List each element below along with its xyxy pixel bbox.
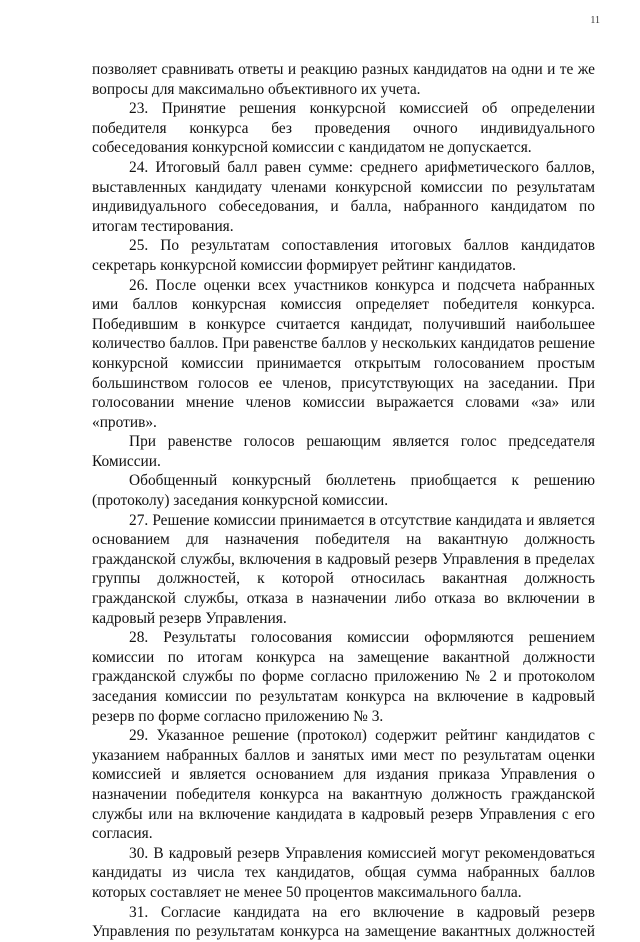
page-number: 11 xyxy=(590,15,600,26)
paragraph-31: 31. Согласие кандидата на его включение в кадровый резерв Управления по результатам конкурса на замещение вакантных должностей xyxy=(92,903,595,941)
paragraph-bulletin: Обобщенный конкурсный бюллетень приобщается к решению (протоколу) заседания конкурсной комиссии. xyxy=(92,472,595,510)
paragraph-26: 26. После оценки всех участников конкурса и подсчета набранных ими баллов конкурсная комиссия определяет победителя конкурса. Победившим в конкурсе считается кандидат, получивший наибольшее количество баллов. При равенстве баллов у нескольких кандидатов решение конкурсной комиссии принимается открытым голосованием простым большинством голосов ее членов, присутствующих на заседании. При голосовании мнение членов комиссии выражается словами «за» или «против». xyxy=(92,276,595,431)
paragraph-25: 25. По результатам сопоставления итоговых баллов кандидатов секретарь конкурсной комиссии формирует рейтинг кандидатов. xyxy=(92,237,595,274)
paragraph-23: 23. Принятие решения конкурсной комиссией об определении победителя конкурса без проведения очного индивидуального собеседования конкурсной комиссии с кандидатом не допускается. xyxy=(92,100,595,157)
paragraph-28: 28. Результаты голосования комиссии оформляются решением комиссии по итогам конкурса на замещение вакантной должности гражданской службы по форме согласно приложению № 2 и протоколом заседания комиссии по результатам конкурса на включение в кадровый резерв по форме согласно приложению № 3. xyxy=(92,629,595,725)
paragraph-24: 24. Итоговый балл равен сумме: среднего арифметического баллов, выставленных кандидату членами конкурсной комиссии по результатам индивидуального собеседования, и балла, набранного кандидатом по итогам тестирования. xyxy=(92,158,595,235)
paragraph-tie-vote: При равенстве голосов решающим является голос председателя Комиссии. xyxy=(92,433,595,470)
paragraph-30: 30. В кадровый резерв Управления комиссией могут рекомендоваться кандидаты из числа тех кандидатов, общая сумма набранных баллов которых составляет не менее 50 процентов максимального балла. xyxy=(92,844,595,901)
document-body xyxy=(92,60,595,942)
paragraph-27: 27. Решение комиссии принимается в отсутствие кандидата и является основанием для назначения победителя на вакантную должность гражданской службы, включения в кадровый резерв Управления в пределах группы должностей, к которой относилась вакантная должность гражданской службы, отказа в назначении либо отказа во включении в кадровый резерв Управления. xyxy=(92,511,595,627)
paragraph-29: 29. Указанное решение (протокол) содержит рейтинг кандидатов с указанием набранных баллов и занятых ими мест по результатам оценки комиссией и является основанием для издания приказа Управления о назначении победителя конкурса на вакантную должность гражданской службы или на включение кандидата в кадровый резерв Управления с его согласия. xyxy=(92,727,595,843)
paragraph-continuation: позволяет сравнивать ответы и реакцию разных кандидатов на одни и те же вопросы для максимально объективного их учета. xyxy=(92,61,595,98)
